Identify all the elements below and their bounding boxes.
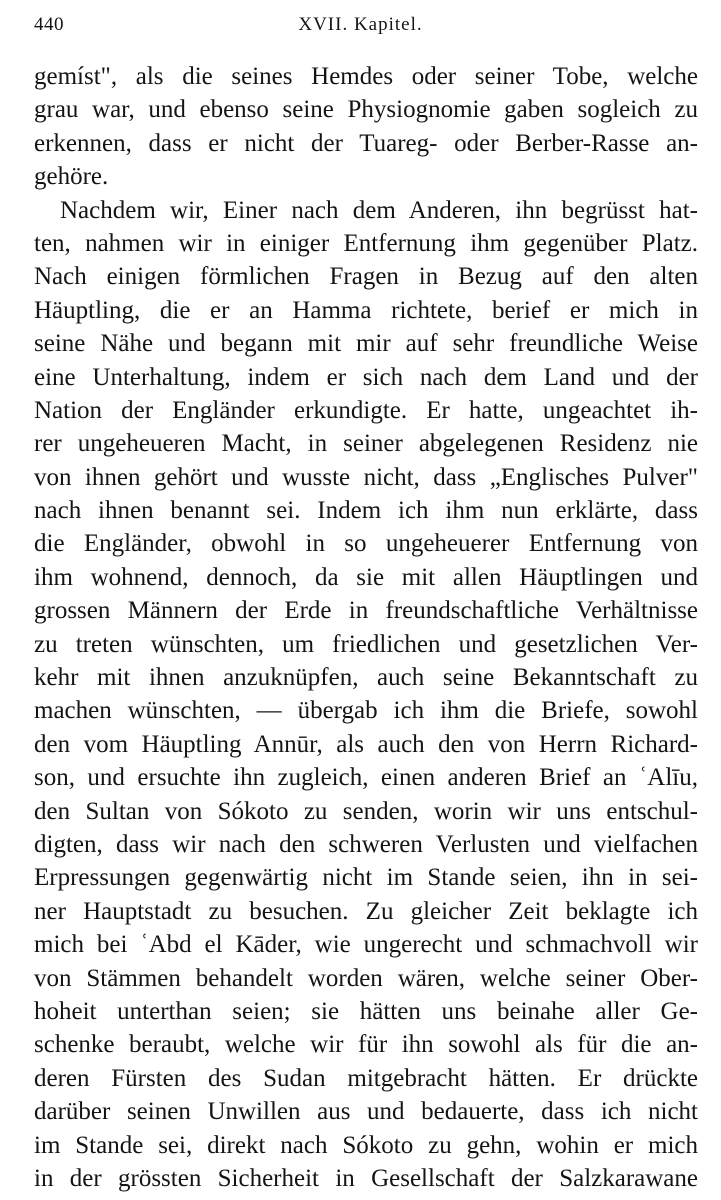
text-line: hoheit unterthan seien; sie hätten uns beinahe aller Ge- bbox=[34, 997, 698, 1025]
text-line: machen wünschten, — übergab ich ihm die Briefe, sowohl bbox=[34, 697, 698, 725]
text-line: gemíst", als die seines Hemdes oder seiner Tobe, welche bbox=[34, 63, 698, 90]
text-line: nach ihnen benannt sei. Indem ich ihm nun erklärte, dass bbox=[34, 497, 698, 525]
text-line: gehöre. bbox=[34, 163, 109, 191]
text-line: in der grössten Sicherheit in Gesellschaft der Salzkarawane bbox=[34, 1164, 698, 1192]
text-line: erkennen, dass er nicht der Tuareg- oder Berber-Rasse an- bbox=[34, 129, 698, 157]
text-line: Nation der Engländer erkundigte. Er hatte, ungeachtet ih- bbox=[34, 396, 698, 424]
text-line: von Stämmen behandelt worden wären, welche seiner Ober- bbox=[34, 964, 698, 992]
chapter-title: XVII. Kapitel. bbox=[298, 14, 423, 35]
text-line: den vom Häuptling Annūr, als auch den von Herrn Richard- bbox=[34, 730, 698, 758]
text-line: Erpressungen gegenwärtig nicht im Stande seien, ihn in sei- bbox=[34, 864, 698, 892]
text-line: darüber seinen Unwillen aus und bedauerte, dass ich nicht bbox=[34, 1098, 698, 1126]
text-line: ihm wohnend, dennoch, da sie mit allen Häuptlingen und bbox=[34, 563, 698, 591]
text-line: deren Fürsten des Sudan mitgebracht hätten. Er drückte bbox=[34, 1064, 698, 1092]
text-line: son, und ersuchte ihn zugleich, einen anderen Brief an ʿAlīu, bbox=[34, 764, 698, 792]
text-line: rer ungeheueren Macht, in seiner abgelegenen Residenz nie bbox=[34, 430, 698, 458]
body-text bbox=[34, 60, 698, 1195]
text-line: den Sultan von Sókoto zu senden, worin wir uns entschul- bbox=[34, 797, 698, 825]
text-line: Nach einigen förmlichen Fragen in Bezug auf den alten bbox=[34, 263, 698, 291]
text-line: im Stande sei, direkt nach Sókoto zu gehn, wohin er mich bbox=[34, 1131, 698, 1159]
text-line: mich bei ʿAbd el Kāder, wie ungerecht und schmachvoll wir bbox=[34, 931, 698, 959]
text-line: Häuptling, die er an Hamma richtete, berief er mich in bbox=[34, 296, 698, 324]
text-line: kehr mit ihnen anzuknüpfen, auch seine Bekanntschaft zu bbox=[34, 664, 698, 692]
text-line: ten, nahmen wir in einiger Entfernung ihm gegenüber Platz. bbox=[34, 229, 698, 257]
text-line: die Engländer, obwohl in so ungeheuerer Entfernung von bbox=[34, 530, 698, 558]
text-line: grau war, und ebenso seine Physiognomie gaben sogleich zu bbox=[34, 96, 698, 124]
paragraph-first-line: Nachdem wir, Einer nach dem Anderen, ihn begrüsst hat- bbox=[60, 196, 698, 224]
text-line: grossen Männern der Erde in freundschaftliche Verhältnisse bbox=[34, 597, 698, 625]
page-number: 440 bbox=[34, 14, 64, 35]
text-line: schenke beraubt, welche wir für ihn sowohl als für die an- bbox=[34, 1031, 698, 1059]
text-line: von ihnen gehört und wusste nicht, dass „Englisches Pulver" bbox=[34, 463, 698, 491]
text-line: seine Nähe und begann mit mir auf sehr freundliche Weise bbox=[34, 330, 698, 358]
text-line: digten, dass wir nach den schweren Verlusten und vielfachen bbox=[34, 830, 698, 858]
text-line: eine Unterhaltung, indem er sich nach dem Land und der bbox=[34, 363, 698, 391]
text-line: zu treten wünschten, um friedlichen und gesetzlichen Ver- bbox=[34, 630, 698, 658]
text-line: ner Hauptstadt zu besuchen. Zu gleicher Zeit beklagte ich bbox=[34, 897, 698, 925]
